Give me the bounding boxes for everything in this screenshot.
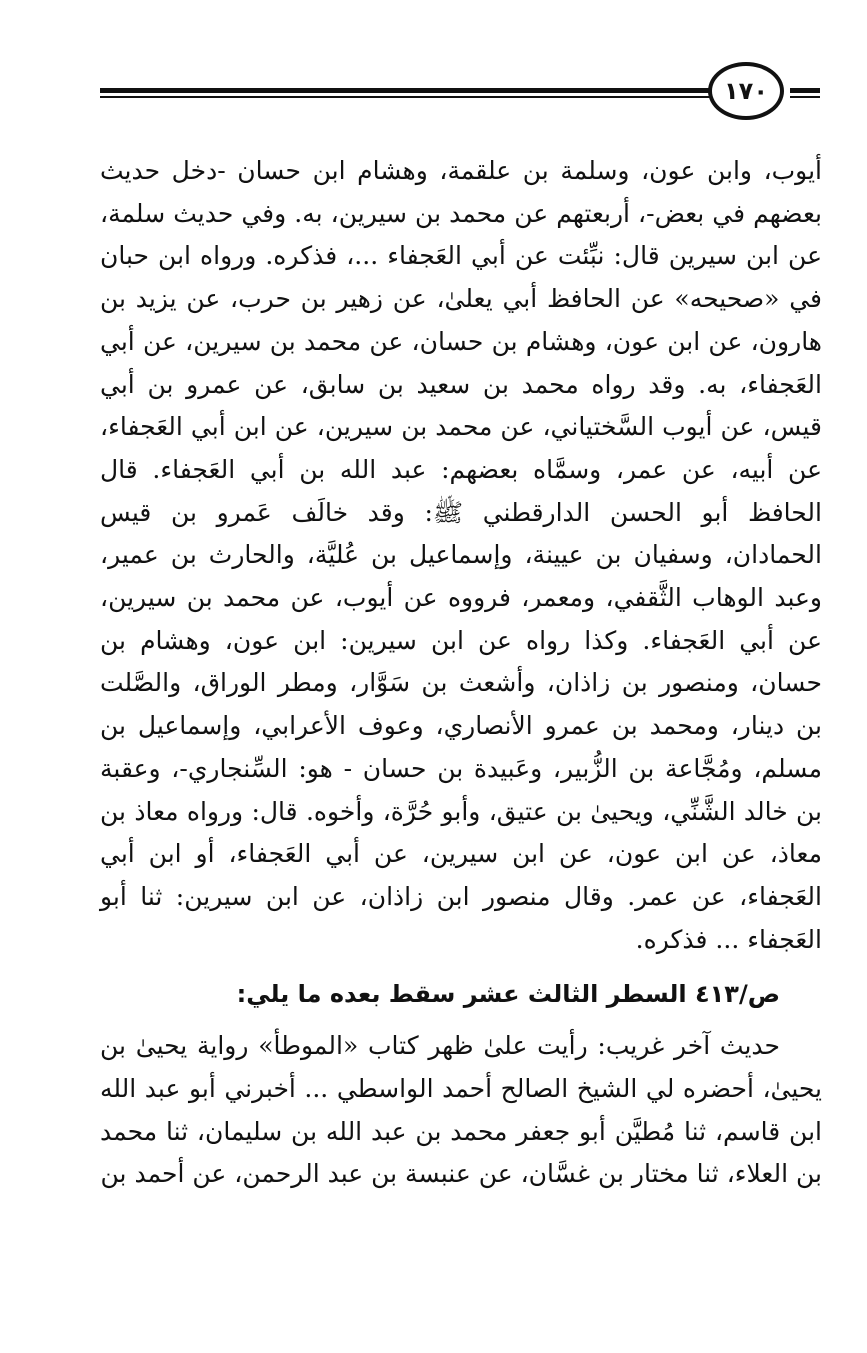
header-rule-right-thick: [790, 88, 820, 93]
header-rule-thick: [100, 88, 710, 93]
page-header: [100, 62, 820, 122]
page-number: ١٧٠: [708, 62, 784, 120]
paragraph-hadith-chain: أيوب، وابن عون، وسلمة بن علقمة، وهشام ابن حسان -دخل حديث بعضهم في بعض-، أربعتهم عن محمد بن سيرين، به. وفي حديث سلمة، عن ابن سيرين قال: نبِّئت عن أبي العَجفاء ...، فذكره. ورواه ابن حبان في «صحيحه» عن الحافظ أبي يعلىٰ، عن زهير بن حرب، عن يزيد بن هارون، عن ابن عون، وهشام بن حسان، عن محمد بن سيرين، عن أبي العَجفاء، به. وقد رواه محمد بن سعيد بن سابق، عن عمرو بن أبي قيس، عن أيوب السَّختياني، عن محمد بن سيرين، عن ابن أبي العَجفاء، عن أبيه، عن عمر، وسمَّاه بعضهم: عبد الله بن أبي العَجفاء. قال الحافظ أبو الحسن الدارقطني ﷺ: وقد خالَف عَمرو بن قيس الحمادان، وسفيان بن عيينة، وإسماعيل بن عُليَّة، والحارث بن عمير، وعبد الوهاب الثَّقفي، ومعمر، فرووه عن أيوب، عن محمد بن سيرين، عن أبي العَجفاء. وكذا رواه عن ابن سيرين: ابن عون، وهشام بن حسان، ومنصور بن زاذان، وأشعث بن سَوَّار، ومطر الوراق، والصَّلت بن دينار، ومحمد بن عمرو الأنصاري، وعوف الأعرابي، وإسماعيل بن مسلم، ومُجَّاعة بن الزُّبير، وعَبيدة بن حسان - هو: السِّنجاري-، وعقبة بن خالد الشَّنِّي، ويحيىٰ بن عتيق، وأبو حُرَّة، وأخوه. قال: ورواه معاذ بن معاذ، عن ابن عون، عن ابن سيرين، عن أبي العَجفاء، أو ابن أبي العَجفاء، عن عمر. وقال منصور ابن زاذان، عن ابن سيرين: ثنا أبو العَجفاء ... فذكره.: [100, 156, 822, 954]
section-heading: ص/٤١٣ السطر الثالث عشر سقط بعده ما يلي:: [236, 980, 780, 1009]
header-rule-thin: [100, 96, 710, 98]
paragraph-gharib-hadith: حديث آخر غريب: رأيت علىٰ ظهر كتاب «الموطأ» رواية يحيىٰ بن يحيىٰ، أحضره لي الشيخ الصالح أحمد الواسطي ... أخبرني أبو عبد الله ابن قاسم، ثنا مُطيَّن أبو جعفر محمد بن عبد الله بن سليمان، ثنا محمد بن العلاء، ثنا مختار بن غسَّان، عن عنبسة بن عبد الرحمن، عن أحمد بن: [100, 1031, 822, 1189]
page-body: [100, 150, 822, 1196]
header-rule-right-thin: [790, 96, 820, 98]
